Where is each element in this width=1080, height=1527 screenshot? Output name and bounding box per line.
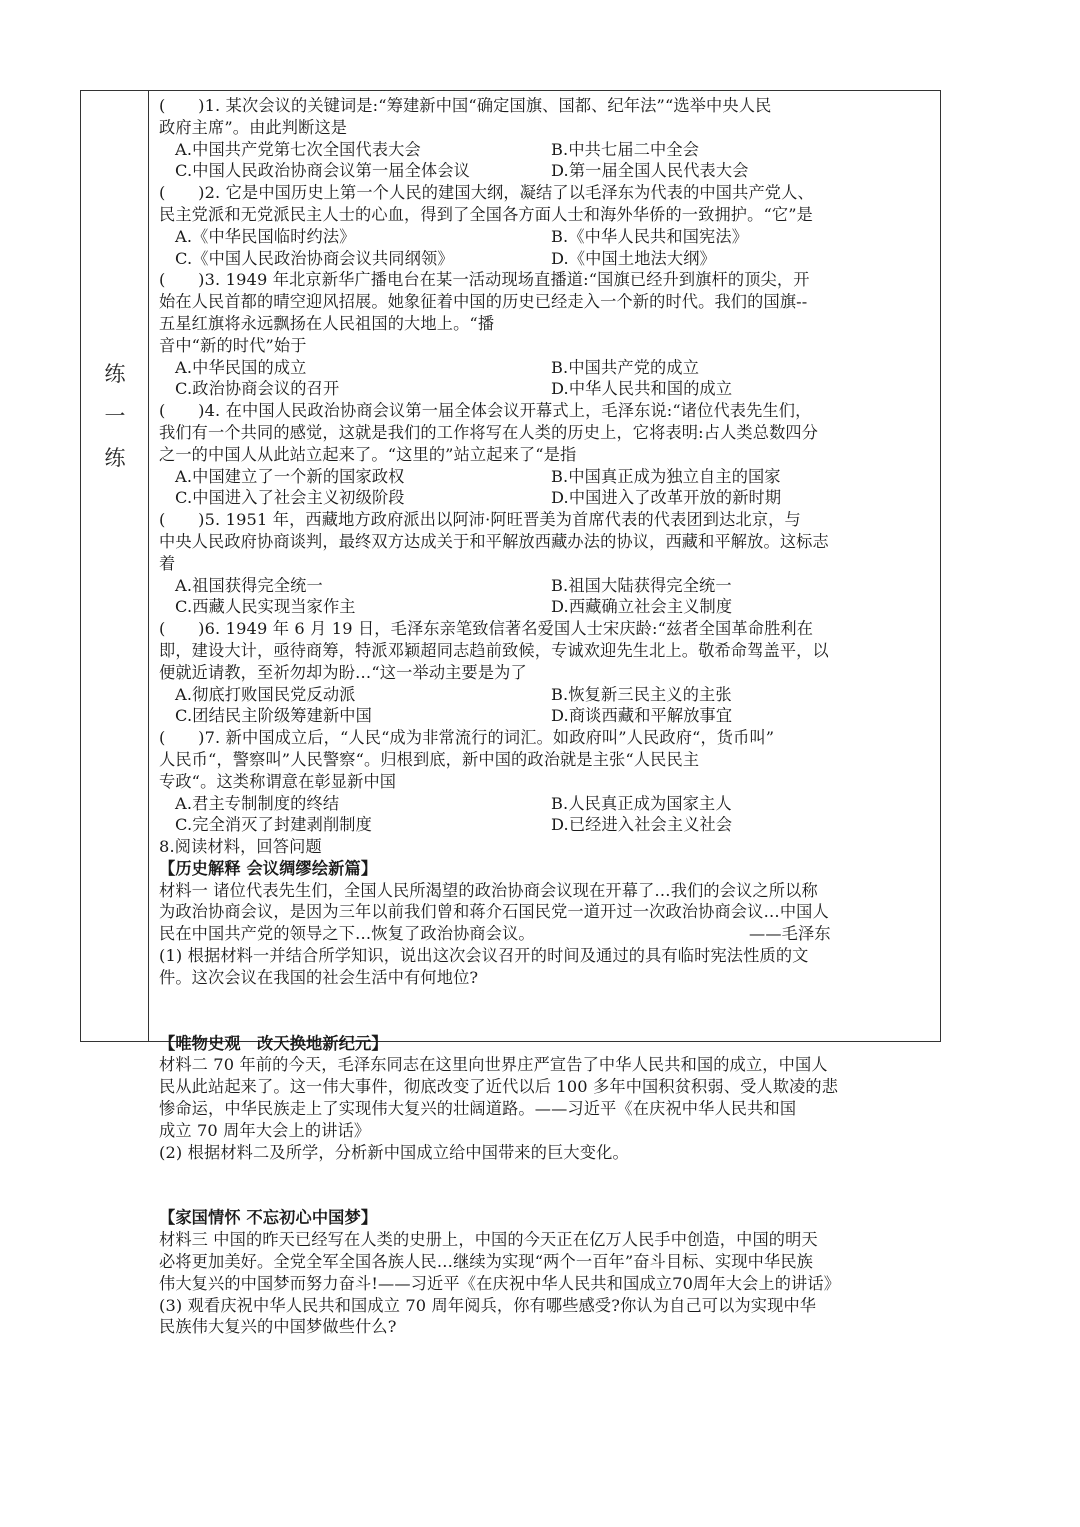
section-label-char: 一 [104, 404, 126, 428]
question-text: ( )7. 新中国成立后，“人民“成为非常流行的词汇。如政府叫”人民政府“，货币叫” [159, 728, 775, 748]
option-c: C.西藏人民实现当家作主 [175, 597, 356, 617]
material-author: ——毛泽东 [749, 924, 831, 944]
question-text: 民族伟大复兴的中国梦做些什么? [159, 1317, 397, 1337]
option-d: D.《中国土地法大纲》 [551, 248, 716, 268]
question-text: (1) 根据材料一并结合所学知识，说出这次会议召开的时间及通过的具有临时宪法性质的文 [159, 946, 809, 966]
material-text: 民在中国共产党的领导之下…恢复了政治协商会议。 [159, 924, 535, 944]
question-text: ( )2. 它是中国历史上第一个人民的建国大纲，凝结了以毛泽东为代表的中国共产党人、 [159, 183, 814, 203]
question-text: 人民币“，警察叫”人民警察“。归根到底，新中国的政治就是主张“人民民主 [159, 749, 700, 769]
option-a: A.彻底打败国民党反动派 [175, 684, 356, 704]
question-text: 民主党派和无党派民主人士的心血，得到了全国各方面人士和海外华侨的一致拥护。“它”是 [159, 204, 814, 224]
question-text: 着 [159, 553, 176, 573]
option-d: D.已经进入社会主义社会 [551, 815, 733, 835]
option-c: C.《中国人民政治协商会议共同纲领》 [175, 248, 454, 268]
option-a: A.中国建立了一个新的国家政权 [175, 466, 405, 486]
part-heading: 【唯物史观 改天换地新纪元】 [159, 1033, 388, 1053]
question-text: 始在人民首都的晴空迎风招展。她象征着中国的历史已经走入一个新的时代。我们的国旗-- [159, 292, 808, 312]
material-text: 成立 70 周年大会上的讲话》 [159, 1120, 371, 1140]
question-text: 我们有一个共同的感觉，这就是我们的工作将写在人类的历史上，它将表明:占人类总数四分 [159, 422, 819, 442]
option-a: A.君主专制制度的终结 [175, 793, 340, 813]
option-b: B.祖国大陆获得完全统一 [551, 575, 732, 595]
section-label-char: 练 [104, 446, 126, 470]
material-text: 惨命运，中华民族走上了实现伟大复兴的壮阔道路。——习近平《在庆祝中华人民共和国 [159, 1099, 797, 1119]
part-heading: 【历史解释 会议绸缪绘新篇】 [159, 858, 378, 878]
question-1 [159, 95, 937, 182]
option-c: C.政治协商会议的召开 [175, 379, 340, 399]
question-text: ( )6. 1949 年 6 月 19 日，毛泽东亲笔致信著名爱国人士宋庆龄:“兹者全国革命胜利在 [159, 619, 814, 639]
question-text: 中央人民政府协商谈判，最终双方达成关于和平解放西藏办法的协议，西藏和平解放。这标志 [159, 531, 829, 551]
option-c: C.中国进入了社会主义初级阶段 [175, 488, 405, 508]
question-2 [159, 182, 937, 269]
option-c: C.中国人民政治协商会议第一届全体会议 [175, 161, 470, 181]
material-text: 材料一 诸位代表先生们，全国人民所渴望的政治协商会议现在开幕了…我们的会议之所以称 [159, 880, 818, 900]
question-4 [159, 400, 937, 509]
material-text: 材料二 70 年前的今天，毛泽东同志在这里向世界庄严宣告了中华人民共和国的成立，中国人 [159, 1055, 828, 1075]
question-text: 音中“新的时代”始于 [159, 335, 307, 355]
section-label-char: 练 [104, 362, 126, 386]
question-text: 政府主席”。由此判断这是 [159, 117, 348, 137]
option-a: A.中国共产党第七次全国代表大会 [175, 139, 421, 159]
material-text: 材料三 中国的昨天已经写在人类的史册上，中国的今天正在亿万人民手中创造，中国的明天 [159, 1230, 818, 1250]
question-text: ( )1. 某次会议的关键词是:“筹建新中国“确定国旗、国都、纪年法”“选举中央人民 [159, 96, 772, 115]
worksheet-table [80, 90, 941, 1337]
question-8 [159, 836, 937, 1338]
question-6 [159, 618, 937, 727]
question-text: ( )5. 1951 年，西藏地方政府派出以阿沛·阿旺晋美为首席代表的代表团到达北京，与 [159, 510, 801, 530]
question-text: 之一的中国人从此站立起来了。“这里的”站立起来了“是指 [159, 444, 577, 464]
question-3 [159, 269, 937, 400]
option-d: D.西藏确立社会主义制度 [551, 597, 733, 617]
material-text: 为政治协商会议，是因为三年以前我们曾和蒋介石国民党一道开过一次政治协商会议…中国人 [159, 902, 829, 922]
question-text: 便就近请教，至祈勿却为盼…“这一举动主要是为了 [159, 662, 527, 682]
question-text: (2) 根据材料二及所学，分析新中国成立给中国带来的巨大变化。 [159, 1142, 629, 1162]
question-text: ( )3. 1949 年北京新华广播电台在某一活动现场直播道:“国旗已经升到旗杆的顶尖，开 [159, 270, 810, 290]
option-a: A.中华民国的成立 [175, 357, 307, 377]
option-d: D.中华人民共和国的成立 [551, 379, 733, 399]
question-text: (3) 观看庆祝中华人民共和国成立 70 周年阅兵，你有哪些感受?你认为自己可以为实现中华 [159, 1295, 817, 1315]
option-b: B.《中华人民共和国宪法》 [551, 226, 749, 246]
question-text: 五星红旗将永远飘扬在人民祖国的大地上。“播 [159, 313, 495, 333]
option-d: D.中国进入了改革开放的新时期 [551, 488, 782, 508]
option-b: B.中共七届二中全会 [551, 139, 700, 159]
material-text: 伟大复兴的中国梦而努力奋斗!——习近平《在庆祝中华人民共和国成立70周年大会上的讲话》 [159, 1273, 841, 1293]
option-a: A.《中华民国临时约法》 [175, 226, 356, 246]
question-text: 即，建设大计，亟待商筹，特派邓颖超同志趋前致候，专诚欢迎先生北上。敬希命驾盖平，以 [159, 640, 829, 660]
option-d: D.商谈西藏和平解放事宜 [551, 706, 733, 726]
option-b: B.恢复新三民主义的主张 [551, 684, 732, 704]
question-5 [159, 509, 937, 618]
material-text: 民从此站起来了。这一伟大事件，彻底改变了近代以后 100 多年中国积贫积弱、受人欺凌的悲 [159, 1077, 839, 1097]
option-b: B.中国真正成为独立自主的国家 [551, 466, 781, 486]
question-text: ( )4. 在中国人民政治协商会议第一届全体会议开幕式上，毛泽东说:“诸位代表先生们， [159, 401, 812, 421]
option-b: B.人民真正成为国家主人 [551, 793, 732, 813]
section-label [81, 353, 149, 479]
question-intro: 8.阅读材料，回答问题 [159, 837, 322, 857]
option-b: B.中国共产党的成立 [551, 357, 700, 377]
material-text: 必将更加美好。全党全军全国各族人民…继续为实现“两个一百年”奋斗目标、实现中华民族 [159, 1252, 814, 1272]
option-d: D.第一届全国人民代表大会 [551, 161, 749, 181]
question-text: 专政“。这类称谓意在彰显新中国 [159, 771, 397, 791]
exercise-content [159, 95, 937, 1338]
option-c: C.完全消灭了封建剥削制度 [175, 815, 372, 835]
part-heading: 【家国情怀 不忘初心中国梦】 [159, 1208, 378, 1228]
option-c: C.团结民主阶级筹建新中国 [175, 706, 372, 726]
option-a: A.祖国获得完全统一 [175, 575, 323, 595]
question-text: 件。这次会议在我国的社会生活中有何地位? [159, 967, 479, 987]
question-7 [159, 727, 937, 836]
section-label-column [81, 91, 149, 1041]
